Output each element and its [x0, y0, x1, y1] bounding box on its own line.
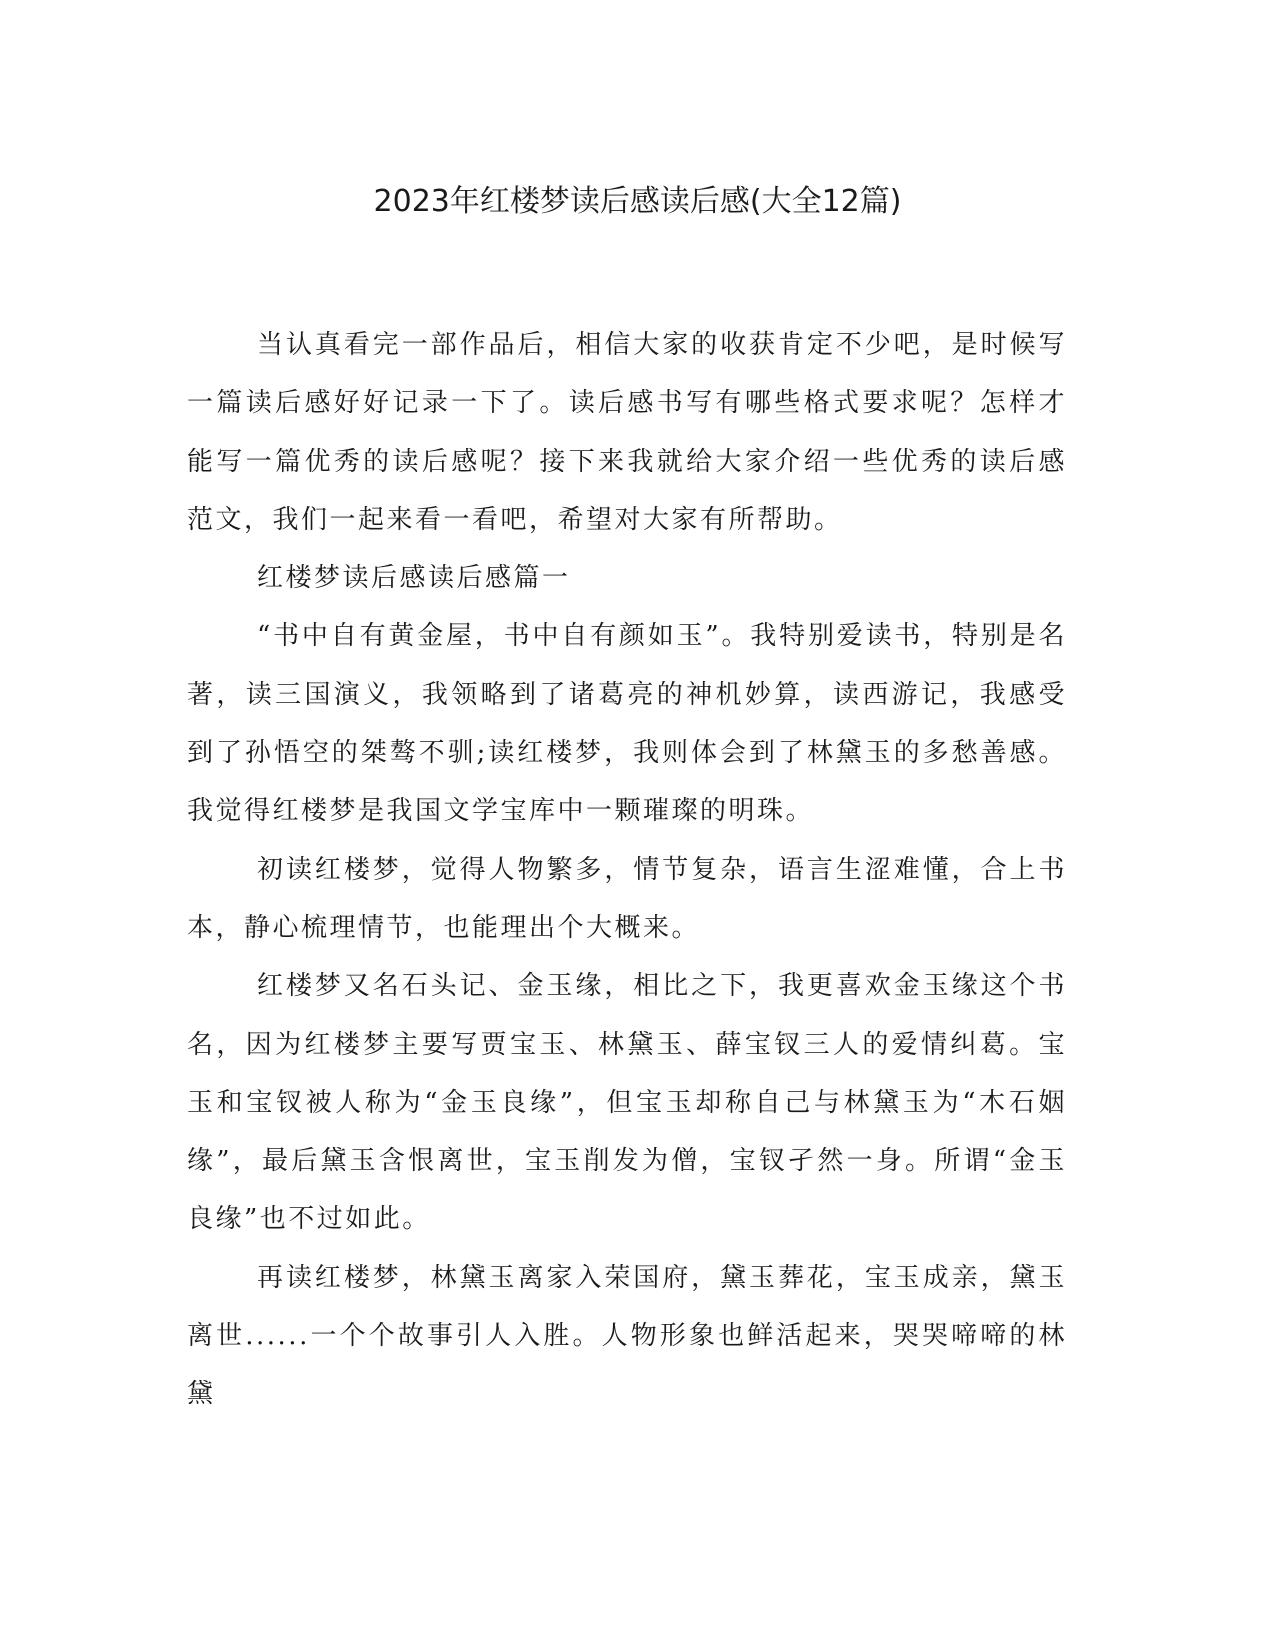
paragraph: 再读红楼梦，林黛玉离家入荣国府，黛玉葬花，宝玉成亲，黛玉离世......一个个故事引人入胜。人物形象也鲜活起来，哭哭啼啼的林黛 [187, 1262, 1067, 1410]
paragraph: 初读红楼梦，觉得人物繁多，情节复杂，语言生涩难懂，合上书本，静心梳理情节，也能理出个大概来。 [187, 854, 1067, 943]
document-title: 2023年红楼梦读后感读后感(大全12篇) [373, 184, 902, 219]
section-heading: 红楼梦读后感读后感篇一 [257, 563, 571, 594]
document-body [187, 316, 1067, 1424]
paragraph: “书中自有黄金屋，书中自有颜如玉”。我特别爱读书，特别是名著，读三国演义，我领略到了诸葛亮的神机妙算，读西游记，我感受到了孙悟空的桀骜不驯;读红楼梦，我则体会到了林黛玉的多愁善感。我觉得红楼梦是我国文学宝库中一颗璀璨的明珠。 [187, 621, 1067, 827]
paragraph-intro: 当认真看完一部作品后，相信大家的收获肯定不少吧，是时候写一篇读后感好好记录一下了。读后感书写有哪些格式要求呢？怎样才能写一篇优秀的读后感呢？接下来我就给大家介绍一些优秀的读后感范文，我们一起来看一看吧，希望对大家有所帮助。 [187, 330, 1067, 535]
paragraph: 红楼梦又名石头记、金玉缘，相比之下，我更喜欢金玉缘这个书名，因为红楼梦主要写贾宝玉、林黛玉、薛宝钗三人的爱情纠葛。宝玉和宝钗被人称为“金玉良缘”，但宝玉却称自己与林黛玉为“木石姻缘”，最后黛玉含恨离世，宝玉削发为僧，宝钗孑然一身。所谓“金玉良缘”也不过如此。 [187, 971, 1067, 1235]
